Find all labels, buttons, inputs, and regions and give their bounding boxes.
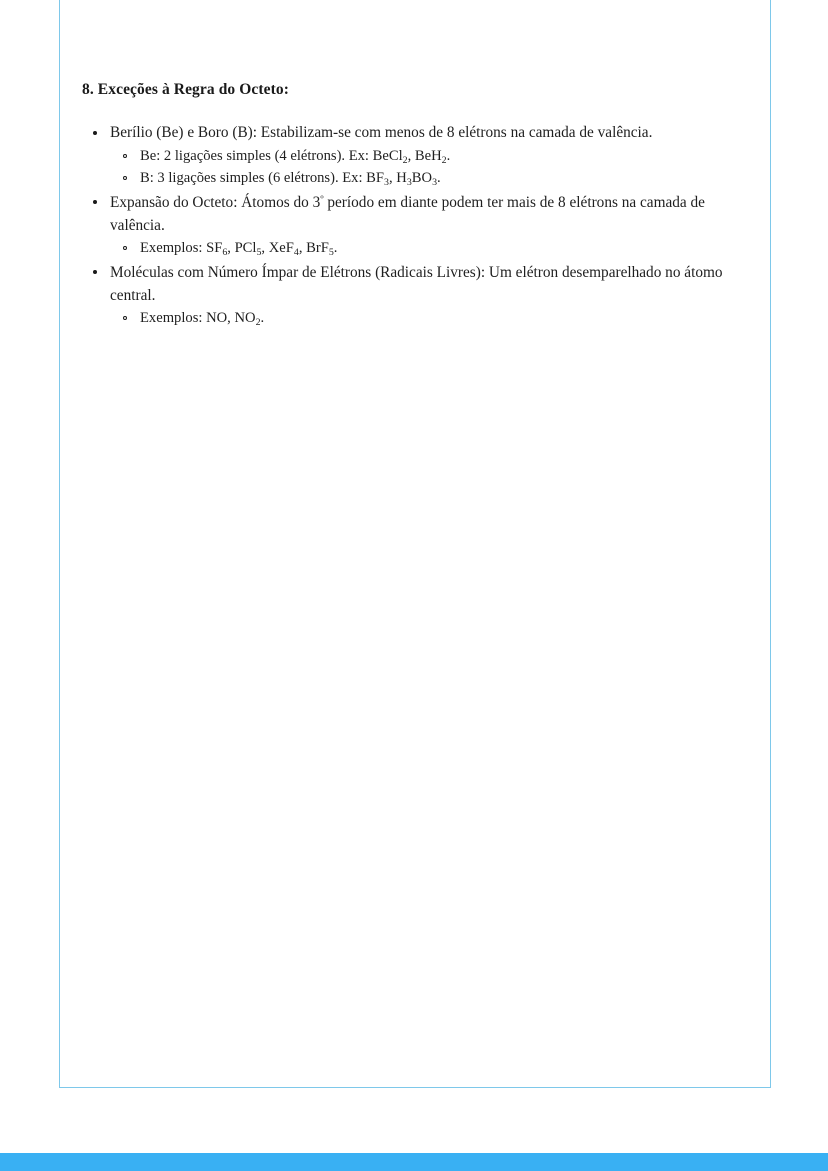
sub-list-item — [110, 237, 742, 259]
sub-list-item-text — [140, 307, 742, 329]
sub-item-lead: Be: 2 ligações simples (4 elétrons). Ex: — [140, 147, 373, 164]
bullet-disc-icon — [93, 270, 97, 274]
bullet-circle-icon — [123, 246, 127, 250]
subscript: 5 — [256, 246, 262, 258]
formula-no2: NO — [234, 310, 256, 327]
sub-list — [110, 307, 742, 329]
formula-becl2: BeCl — [372, 147, 403, 164]
bottom-accent-bar — [0, 1153, 828, 1171]
list-item — [82, 121, 742, 189]
subscript: 3 — [384, 176, 389, 188]
period: . — [446, 147, 451, 164]
period: . — [437, 170, 441, 187]
bullet-circle-icon — [123, 316, 127, 320]
sub-list-item — [110, 167, 742, 189]
ordinal-superscript: º — [320, 194, 324, 206]
examples-lead: Exemplos: — [140, 310, 207, 327]
list-item-text: Berílio (Be) e Boro (B): Estabilizam-se com menos de 8 elétrons na camada de valência. — [110, 124, 653, 142]
separator: , — [407, 147, 415, 164]
bullet-circle-icon — [123, 176, 127, 180]
separator: , — [261, 240, 269, 257]
sub-item-lead: B: 3 ligações simples (6 elétrons). Ex: — [140, 170, 367, 187]
examples-lead: Exemplos: — [140, 240, 207, 257]
formula-pcl5: PCl — [234, 240, 257, 257]
document-content — [82, 80, 742, 331]
formula-brf5: BrF — [306, 240, 329, 257]
period: . — [260, 310, 265, 327]
sub-list — [110, 237, 742, 259]
bullet-disc-icon — [93, 131, 97, 135]
formula-h3bo3-bo: BO — [411, 170, 433, 187]
bullet-disc-icon — [93, 200, 97, 204]
sub-list-item-text — [140, 167, 742, 189]
list-item-text — [110, 191, 742, 238]
list-item-text: Moléculas com Número Ímpar de Elétrons (Radicais Livres): Um elétron desemparelhado no átomo central. — [110, 263, 723, 304]
expansao-tail: período em diante podem ter mais de 8 elétrons na camada de valência. — [110, 193, 705, 234]
formula-beh2: BeH — [414, 147, 442, 164]
subscript: 6 — [222, 246, 228, 258]
expansao-lead: Expansão do Octeto: Átomos do 3 — [110, 193, 321, 211]
separator: , — [298, 240, 307, 257]
sub-list-item-text — [140, 145, 742, 167]
list-item — [82, 261, 742, 330]
subscript: 2 — [402, 154, 408, 166]
separator: , — [227, 240, 235, 257]
formula-no: NO — [206, 310, 228, 327]
bullet-circle-icon — [123, 154, 127, 158]
subscript: 5 — [328, 246, 334, 258]
separator: , — [227, 310, 235, 327]
subscript: 2 — [441, 154, 447, 166]
formula-xef4: XeF — [268, 240, 294, 257]
sub-list-item — [110, 145, 742, 167]
formula-h3bo3-h: H — [396, 170, 407, 187]
list-item — [82, 191, 742, 260]
period: . — [333, 240, 338, 257]
sub-list-item — [110, 307, 742, 329]
formula-bf3: BF — [366, 170, 385, 187]
subscript: 4 — [293, 246, 299, 258]
exceptions-list — [82, 121, 742, 329]
subscript: 2 — [255, 316, 261, 328]
sub-list — [110, 145, 742, 190]
sub-list-item-text — [140, 237, 742, 259]
formula-sf6: SF — [206, 240, 223, 257]
separator: , — [388, 170, 397, 187]
section-heading: 8. Exceções à Regra do Octeto: — [82, 81, 290, 98]
subscript: 3 — [432, 176, 438, 188]
subscript: 3 — [406, 176, 412, 188]
